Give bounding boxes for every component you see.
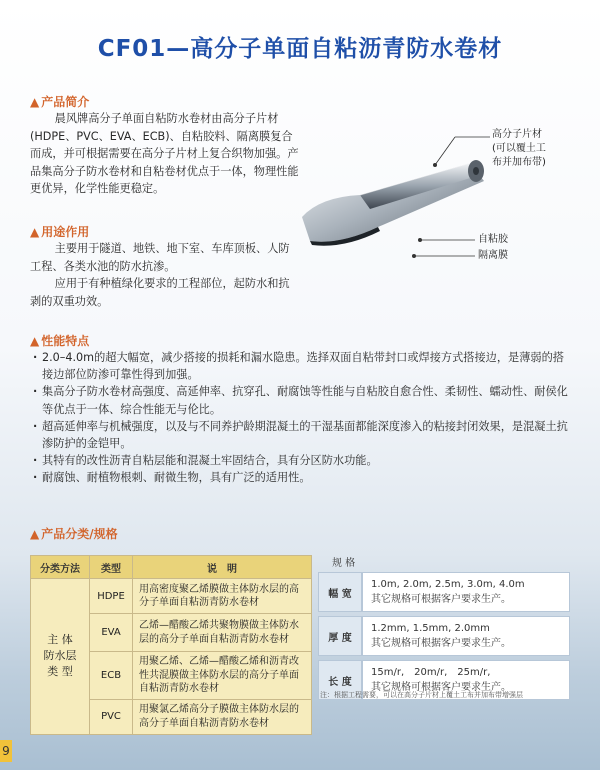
page-title: CF01—高分子单面自粘沥青防水卷材	[97, 36, 503, 62]
feature-item: · 超高延伸率与机械强度，以及与不同养护龄期混凝土的干湿基面都能深度渗入的粘接封闭效果，是混凝土抗渗防护的金铠甲。	[34, 418, 570, 452]
table-type: EVA	[90, 614, 133, 652]
table-category: 主 体 防水层 类 型	[31, 579, 90, 735]
spec-value: 1.0m, 2.0m, 2.5m, 3.0m, 4.0m 其它规格可根据客户要求生产。	[362, 572, 570, 612]
table-row	[31, 579, 312, 614]
spec-key: 长 度	[318, 660, 362, 700]
spec-row	[318, 572, 570, 612]
callout-adhesive: 自粘胶	[478, 234, 508, 245]
table-desc: 乙烯—醋酸乙烯共聚物膜做主体防水层的高分子单面自粘沥青防水卷材	[133, 614, 312, 652]
triangle-icon: ▲	[30, 334, 40, 348]
spec-value: 15m/r, 20m/r, 25m/r, 其它规格可根据客户要求生产。	[362, 660, 570, 700]
triangle-icon: ▲	[30, 95, 40, 109]
spec-note: 注：根据工程需要，可以在高分子片材上覆土工布并加布带增强层	[320, 691, 523, 699]
triangle-icon: ▲	[30, 527, 40, 541]
feature-item: · 耐腐蚀、耐植物根刺、耐微生物，具有广泛的适用性。	[34, 469, 570, 486]
triangle-icon: ▲	[30, 225, 40, 239]
page-number: 9	[0, 740, 12, 762]
feature-item: · 集高分子防水卷材高强度、高延伸率、抗穿孔、耐腐蚀等性能与自粘胶自愈合性、柔韧性、蠕动性、耐侯化等优点于一体、综合性能无与伦比。	[34, 383, 570, 417]
features-list	[34, 349, 570, 487]
table-header: 说 明	[133, 556, 312, 579]
intro-text: 晨风牌高分子单面自粘防水卷材由高分子片材 (HDPE、PVC、EVA、ECB)、自粘胶料、隔离膜复合而成，并可根据需要在高分子片材上复合织物加强。产品集高分子防水卷材和自粘卷材优点于一体，物理性能更优异，化学性能更稳定。	[30, 112, 299, 195]
spec-value: 1.2mm, 1.5mm, 2.0mm 其它规格可根据客户要求生产。	[362, 616, 570, 656]
spec-key: 厚 度	[318, 616, 362, 656]
table-desc: 用高密度聚乙烯膜做主体防水层的高分子单面自粘沥青防水卷材	[133, 579, 312, 614]
intro-heading: ▲ 产品简介	[30, 95, 90, 109]
spec-table	[318, 568, 570, 704]
spec-row	[318, 616, 570, 656]
table-header: 类型	[90, 556, 133, 579]
table-header: 分类方法	[31, 556, 90, 579]
usage-text: 主要用于隧道、地铁、地下室、车库顶板、人防工程、各类水池的防水抗渗。 应用于有种植绿化要求的工程部位，起防水和抗剥的双重功效。	[30, 242, 290, 308]
features-heading: ▲ 性能特点	[30, 334, 90, 348]
spec-label: 规 格	[332, 558, 356, 569]
callout-film: 隔离膜	[478, 250, 508, 261]
table-type: HDPE	[90, 579, 133, 614]
feature-item: · 2.0–4.0m的超大幅宽，减少搭接的损耗和漏水隐患。选择双面自粘带封口或焊接方式搭接边，是薄弱的搭接边部位防渗可靠性得到加强。	[34, 349, 570, 383]
table-desc: 用聚乙烯、乙烯—醋酸乙烯和沥青改性共混膜做主体防水层的高分子单面自粘沥青防水卷材	[133, 652, 312, 700]
table-type: ECB	[90, 652, 133, 700]
table-type: PVC	[90, 699, 133, 734]
callout-sheet: 高分子片材 (可以覆土工 布并加布带)	[492, 129, 546, 168]
table-desc: 用聚氯乙烯高分子膜做主体防水层的高分子单面自粘沥青防水卷材	[133, 699, 312, 734]
usage-heading: ▲ 用途作用	[30, 225, 90, 239]
classification-heading: ▲ 产品分类/规格	[30, 527, 118, 541]
feature-item: · 其特有的改性沥青自粘层能和混凝土牢固结合，具有分区防水功能。	[34, 452, 570, 469]
classification-table	[30, 555, 312, 735]
spec-key: 幅 宽	[318, 572, 362, 612]
